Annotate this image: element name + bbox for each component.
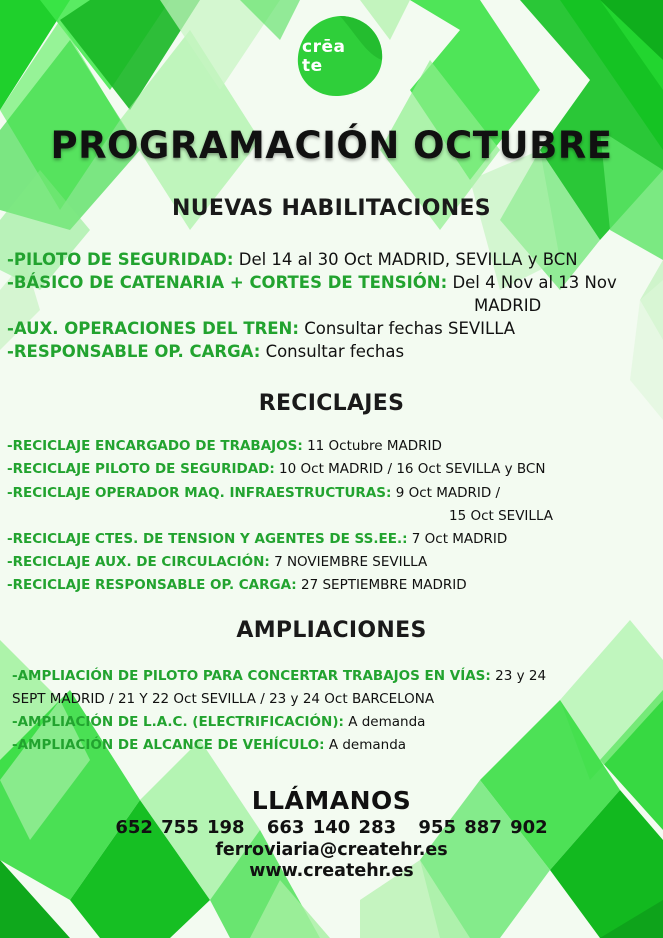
course-name: -RECICLAJE OPERADOR MAQ. INFRAESTRUCTURAS:: [7, 485, 392, 501]
course-detail-continued: 15 Oct SEVILLA: [449, 508, 554, 524]
course-detail: Consultar fechas SEVILLA: [304, 319, 516, 338]
section-heading-ampliaciones: AMPLIACIONES: [236, 618, 427, 643]
course-name: -AMPLIACIÓN DE ALCANCE DE VEHÍCULO:: [12, 737, 325, 753]
list-item: [7, 436, 442, 456]
course-detail: 23 y 24: [495, 668, 547, 684]
course-name: -RESPONSABLE OP. CARGA:: [7, 342, 261, 361]
logo-text: [302, 38, 345, 76]
list-item: [12, 712, 425, 732]
course-detail: Del 4 Nov al 13 Nov: [452, 273, 617, 292]
course-detail: 27 SEPTIEMBRE MADRID: [301, 577, 467, 593]
list-item: [7, 319, 515, 339]
course-name: -RECICLAJE AUX. DE CIRCULACIÓN:: [7, 554, 270, 570]
phone-number[interactable]: 663 140 283: [266, 817, 397, 838]
course-name: -RECICLAJE CTES. DE TENSION Y AGENTES DE SS.EE.:: [7, 531, 408, 547]
course-name: -RECICLAJE ENCARGADO DE TRABAJOS:: [7, 438, 303, 454]
list-item: [12, 666, 546, 686]
section-heading-reciclajes: RECICLAJES: [258, 391, 405, 416]
course-detail-continued: SEPT MADRID / 21 Y 22 Oct SEVILLA / 23 y 24 Oct BARCELONA: [12, 691, 435, 707]
course-detail: A demanda: [328, 737, 407, 753]
course-detail: 10 Oct MADRID / 16 Oct SEVILLA y BCN: [279, 461, 546, 477]
email-link[interactable]: ferroviaria@createhr.es: [215, 840, 448, 860]
website-link[interactable]: www.createhr.es: [249, 861, 414, 881]
course-detail: 7 Oct MADRID: [411, 531, 508, 547]
list-item: [7, 342, 404, 362]
list-item: [7, 575, 467, 595]
page-title: PROGRAMACIÓN OCTUBRE: [50, 124, 613, 167]
course-name: -AMPLIACIÓN DE PILOTO PARA CONCERTAR TRABAJOS EN VÍAS:: [12, 668, 491, 684]
course-name: -PILOTO DE SEGURIDAD:: [7, 250, 234, 269]
section-heading-nuevas: NUEVAS HABILITACIONES: [172, 196, 491, 221]
course-name: -AMPLIACIÓN DE L.A.C. (ELECTRIFICACIÓN):: [12, 714, 344, 730]
course-detail: 11 Octubre MADRID: [307, 438, 442, 454]
list-item: [7, 529, 507, 549]
course-detail: Del 14 al 30 Oct MADRID, SEVILLA y BCN: [238, 250, 578, 269]
logo-line-2: te: [302, 56, 323, 76]
list-item: [7, 250, 578, 270]
course-name: -RECICLAJE PILOTO DE SEGURIDAD:: [7, 461, 275, 477]
course-detail-continued: MADRID: [474, 296, 542, 315]
list-item: [7, 552, 427, 572]
course-name: -AUX. OPERACIONES DEL TREN:: [7, 319, 299, 338]
course-detail: 9 Oct MADRID /: [395, 485, 501, 501]
logo-line-1: crēa: [302, 37, 346, 57]
course-detail: A demanda: [348, 714, 426, 730]
course-name: -BÁSICO DE CATENARIA + CORTES DE TENSIÓN:: [7, 273, 448, 292]
list-item: [12, 735, 406, 755]
phone-number[interactable]: 955 887 902: [418, 817, 548, 838]
course-detail: Consultar fechas: [265, 342, 405, 361]
list-item: [7, 459, 545, 479]
contact-heading: LLÁMANOS: [251, 786, 412, 815]
course-detail: 7 NOVIEMBRE SEVILLA: [274, 554, 428, 570]
phone-number[interactable]: 652 755 198: [115, 817, 245, 838]
list-item: [7, 273, 617, 293]
course-name: -RECICLAJE RESPONSABLE OP. CARGA:: [7, 577, 297, 593]
list-item: [7, 483, 500, 503]
create-logo: [296, 14, 386, 98]
phone-numbers: [0, 817, 663, 838]
